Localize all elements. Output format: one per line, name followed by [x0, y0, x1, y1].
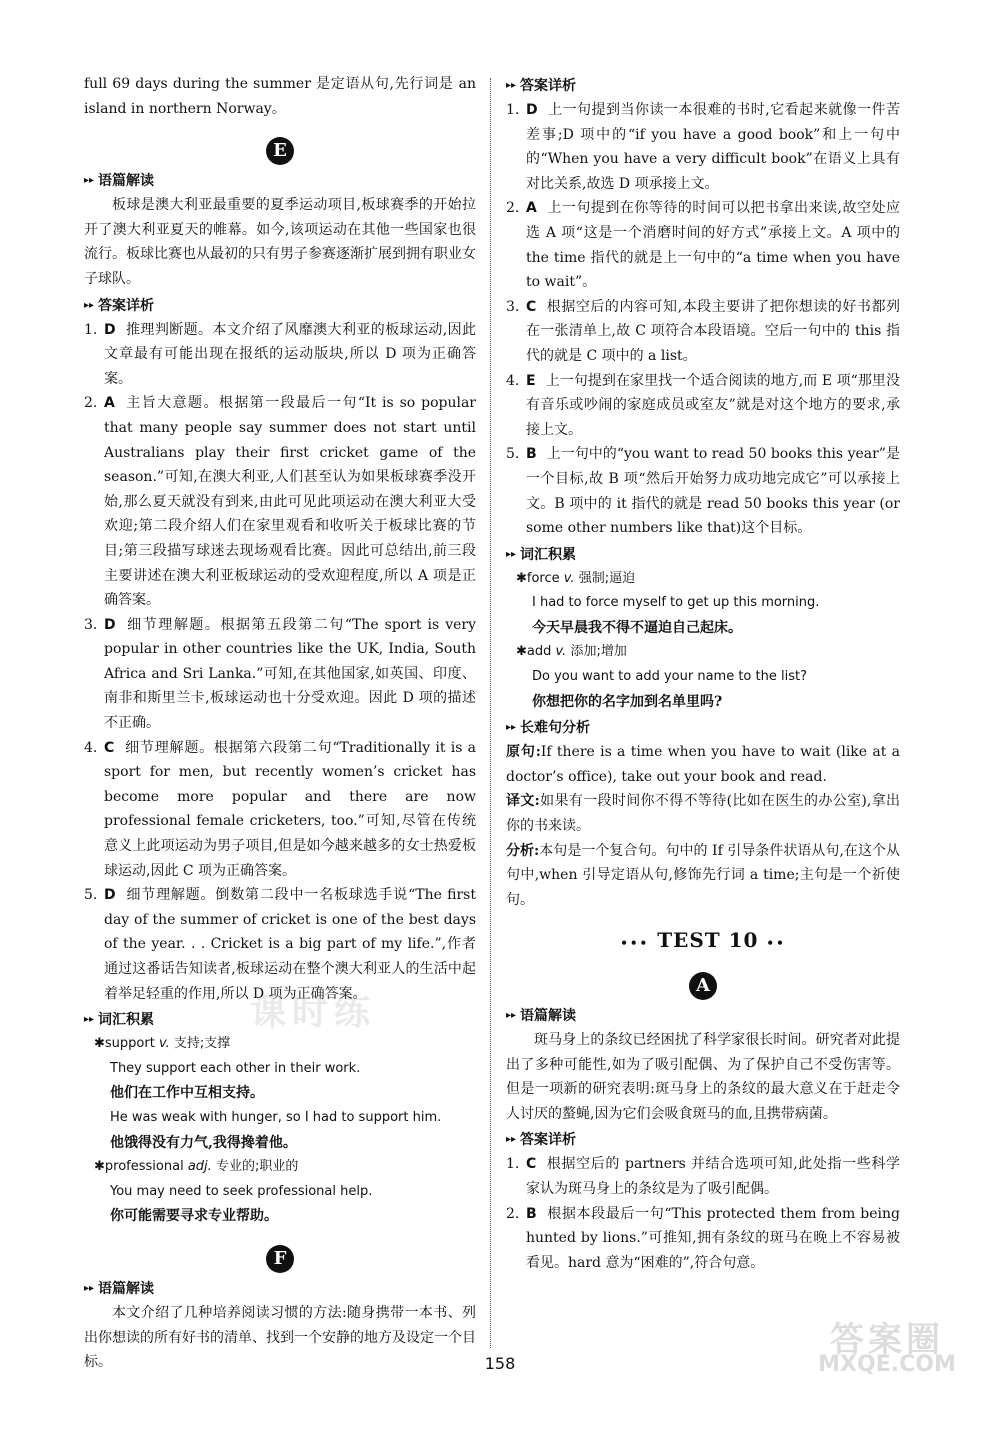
- vocab-example-cn: 你可能需要寻求专业帮助。: [110, 1208, 278, 1225]
- watermark-url: MXQE.COM: [818, 1351, 956, 1377]
- double-arrow-icon: ▸▸: [506, 722, 517, 734]
- double-arrow-icon: ▸▸: [84, 299, 95, 311]
- left-column: [84, 72, 476, 1375]
- section-e-vocab-heading: ▸▸ 词汇积累: [84, 1008, 476, 1032]
- vocab-example-cn: 他们在工作中互相支持。: [110, 1085, 264, 1102]
- double-arrow-icon: ▸▸: [506, 548, 517, 560]
- answer-item: 2. A 上一句提到在你等待的时间可以把书拿出来读,故空处应选 A 项“这是一个消磨时间的好方式”承接上文。A 项中的 the time 指代的就是上一句中的“a time when you have to wait”。: [506, 200, 900, 291]
- site-watermark: [802, 1320, 972, 1418]
- section-a-answers-heading: ▸▸ 答案详析: [506, 1128, 900, 1152]
- page-number: 158: [484, 1354, 516, 1373]
- answer-item: 3. D 细节理解题。根据第五段第二句“The sport is very popular in other countries like the UK, India, South Africa and Sri Lanka.”可知,在其他国家,如英国、印度、南非和斯里兰卡,板球运动也十分受欢迎。因此 D 项的描述不正确。: [84, 616, 476, 732]
- sentence-original: 原句:If there is a time when you have to wait (like at a doctor’s office), take out your book and read.: [506, 744, 900, 785]
- section-f-reading-text: 本文介绍了几种培养阅读习惯的方法:随身携带一本书、列出你想读的所有好书的清单、找到一个安静的地方及设定一个目标。: [84, 1304, 476, 1371]
- double-arrow-icon: ▸▸: [506, 1134, 517, 1146]
- vocab-example-cn: 今天早晨我不得不逼迫自己起床。: [532, 619, 742, 636]
- vocab-example-en: They support each other in their work.: [110, 1060, 361, 1076]
- answer-item: 4. C 细节理解题。根据第六段第二句“Traditionally it is a sport for men, but recently women’s cricket has become more popular and there are now professional female cricketers, too.”可知,尽管在传统意义上此项运动为男子项目,但是如今越来越多的女士热爱板球运动,因此 C 项为正确答案。: [84, 739, 476, 879]
- section-f-reading-heading: ▸▸ 语篇解读: [84, 1277, 476, 1301]
- section-e-reading-heading: ▸▸ 语篇解读: [84, 169, 476, 193]
- sentence-analysis: 分析:本句是一个复合句。句中的 If 引导条件状语从句,在这个从句中,when 引导定语从句,修饰先行词 a time;主句是一个祈使句。: [506, 842, 901, 908]
- test-title: ••• TEST 10 ••: [620, 928, 786, 953]
- vocab-entry: ✱add v. 添加;增加: [516, 644, 627, 660]
- double-arrow-icon: ▸▸: [84, 1014, 95, 1026]
- section-a-answer-list: [506, 1152, 900, 1275]
- section-e-vocab-list: [84, 1032, 476, 1229]
- answer-item: 2. B 根据本段最后一句“This protected them from being hunted by lions.”可推知,拥有条纹的斑马在晚上不容易被看见。hard 意为“困难的”,符合句意。: [506, 1205, 900, 1271]
- sentence-translation: 译文:如果有一段时间你不得不等待(比如在医生的办公室),拿出你的书来读。: [506, 793, 900, 835]
- section-f-answer-list: [506, 98, 900, 541]
- intro-tail: full 69 days during the summer 是定语从句,先行词是 an island in northern Norway。: [84, 76, 476, 117]
- answer-item: 1. C 根据空后的 partners 并结合选项可知,此处指一些科学家认为斑马身上的条纹是为了吸引配偶。: [506, 1156, 900, 1197]
- answer-item: 5. D 细节理解题。倒数第二段中一名板球选手说“The first day of the summer of cricket is one of the best days of the year. . . Cricket is a big part of my life.”,作者通过这番话告知读者,板球运动在整个澳大利亚人的生活中起着举足轻重的作用,所以 D 项为正确答案。: [84, 887, 476, 1002]
- section-f-vocab-heading: ▸▸ 词汇积累: [506, 543, 900, 567]
- asterisk-icon: ✱: [94, 1036, 105, 1052]
- section-a-reading-heading: ▸▸ 语篇解读: [506, 1004, 900, 1028]
- watermark-title: 答案圈: [830, 1320, 944, 1360]
- answer-item: 4. E 上一句提到在家里找一个适合阅读的地方,而 E 项“那里没有音乐或吵闹的家庭成员或室友”就是对这个地方的要求,承接上文。: [506, 372, 900, 438]
- vocab-entry: ✱professional adj. 专业的;职业的: [94, 1159, 299, 1175]
- right-column: [506, 72, 900, 1275]
- stamp-watermark: 课时练: [250, 991, 377, 1033]
- column-divider: [490, 78, 491, 1348]
- vocab-entry: ✱force v. 强制;逼迫: [516, 570, 636, 586]
- double-arrow-icon: ▸▸: [506, 1010, 517, 1021]
- section-a-reading-text: 斑马身上的条纹已经困扰了科学家很长时间。研究者对此提出了多种可能性,如为了吸引配偶、为了保护自己不受伤害等。但是一项新的研究表明:斑马身上的条纹的最大意义在于赶走令人讨厌的螯蝇,因为它们会吸食斑马的血,且携带病菌。: [506, 1032, 900, 1122]
- section-e-answers-heading: ▸▸ 答案详析: [84, 294, 476, 318]
- vocab-example-cn: 他饿得没有力气,我得搀着他。: [110, 1134, 297, 1151]
- section-f-answers-heading: ▸▸ 答案详析: [506, 74, 900, 98]
- section-f-vocab-list: [506, 567, 900, 715]
- asterisk-icon: ✱: [516, 570, 527, 586]
- double-arrow-icon: ▸▸: [84, 1282, 95, 1294]
- vocab-entry: ✱support v. 支持;支撑: [94, 1036, 231, 1052]
- double-arrow-icon: ▸▸: [84, 175, 95, 187]
- section-a-marker: A: [506, 972, 900, 1000]
- sentence-analysis-heading: ▸▸ 长难句分析: [506, 716, 900, 740]
- answer-item: 1. D 上一句提到当你读一本很难的书时,它看起来就像一件苦差事;D 项中的“if you have a good book”和上一句中的“When you have a very difficult book”在语义上具有对比关系,故选 D 项承接上文。: [506, 102, 900, 192]
- answer-item: 2. A 主旨大意题。根据第一段最后一句“It is so popular that many people say summer does not start until Australians play their first cricket game of the season.”可知,在澳大利亚,人们甚至认为如果板球赛季没开始,那么夏天就没有到来,由此可见此项运动在澳大利亚大受欢迎;第二段介绍人们在家里观看和收听关于板球比赛的节目;第三段描写球迷去现场观看比赛。因此可总结出,前三段主要讲述在澳大利亚板球运动的受欢迎程度,所以 A 项是正确答案。: [84, 395, 476, 609]
- vocab-example-en: I had to force myself to get up this morning.: [532, 595, 820, 611]
- section-f-marker: F: [84, 1245, 476, 1273]
- double-arrow-icon: ▸▸: [506, 80, 517, 91]
- section-e-marker: E: [84, 137, 476, 165]
- asterisk-icon: ✱: [94, 1159, 105, 1175]
- vocab-example-cn: 你想把你的名字加到名单里吗?: [532, 693, 723, 710]
- asterisk-icon: ✱: [516, 644, 527, 660]
- answer-item: 3. C 根据空后的内容可知,本段主要讲了把你想读的好书都列在一张清单上,故 C 项符合本段语境。空后一句中的 this 指代的就是 C 项中的 a list。: [506, 298, 900, 364]
- answer-item: 5. B 上一句中的“you want to read 50 books this year”是一个目标,故 B 项“然后开始努力成功地完成它”可以承接上文。B 项中的 it 指代的就是 read 50 books this year (or some other numbers like that)这个目标。: [506, 446, 900, 537]
- answer-item: 1. D 推理判断题。本文介绍了风靡澳大利亚的板球运动,因此文章最有可能出现在报纸的运动版块,所以 D 项为正确答案。: [84, 321, 476, 387]
- vocab-example-en: He was weak with hunger, so I had to support him.: [110, 1109, 442, 1125]
- section-e-answer-list: [84, 318, 476, 1007]
- section-e-reading-text: 板球是澳大利亚最重要的夏季运动项目,板球赛季的开始拉开了澳大利亚夏天的帷幕。如今,该项运动在其他一些国家也很流行。板球比赛也从最初的只有男子参赛逐渐扩展到拥有职业女子球队。: [84, 197, 476, 287]
- vocab-example-en: Do you want to add your name to the list?: [532, 669, 807, 685]
- vocab-example-en: You may need to seek professional help.: [110, 1183, 373, 1199]
